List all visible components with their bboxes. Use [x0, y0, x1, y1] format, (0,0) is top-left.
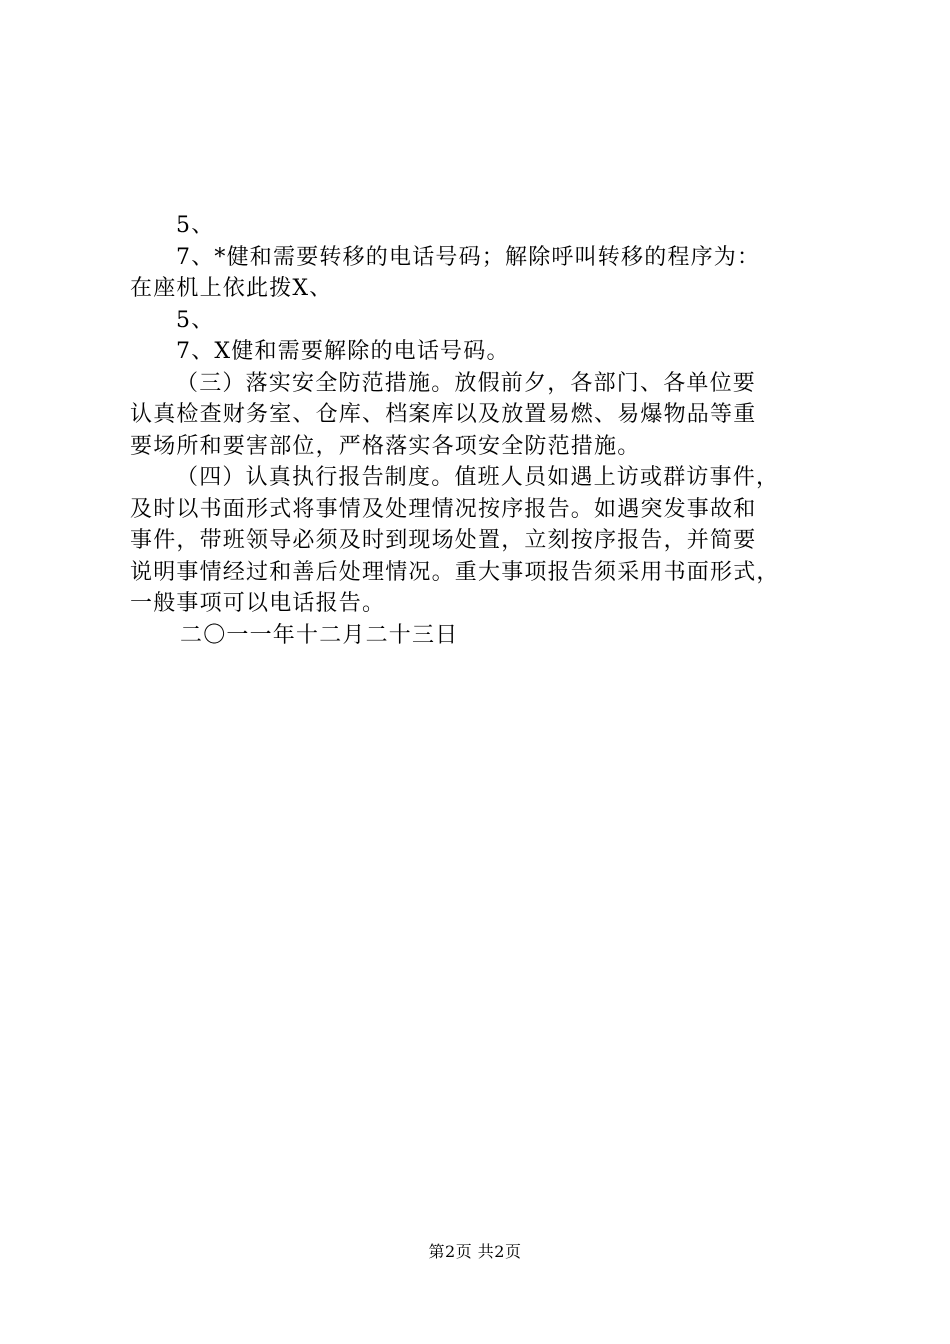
document-date: 二〇一一年十二月二十三日	[180, 622, 459, 648]
paragraph-three-heading-line: （三）落实安全防范措施。放假前夕，各部门、各单位要	[176, 370, 757, 396]
text-line: 说明事情经过和善后处理情况。重大事项报告须采用书面形式，	[130, 559, 780, 585]
text-line: 7、X健和需要解除的电话号码。	[176, 339, 510, 364]
text-line: 一般事项可以电话报告。	[130, 591, 386, 616]
page-footer: 第2页 共2页	[428, 1242, 522, 1261]
text-line: 及时以书面形式将事情及处理情况按序报告。如遇突发事故和	[130, 496, 757, 522]
text-line: 要场所和要害部位，严格落实各项安全防范措施。	[130, 433, 641, 459]
paragraph-four-heading-line: （四）认真执行报告制度。值班人员如遇上访或群访事件，	[176, 465, 780, 490]
text-line: 5、	[176, 307, 215, 333]
text-line: 7、*健和需要转移的电话号码；解除呼叫转移的程序为：	[176, 244, 761, 270]
text-line: 在座机上依此拨X、	[130, 276, 333, 301]
text-line: 事件，带班领导必须及时到现场处置，立刻按序报告，并简要	[130, 528, 757, 553]
text-line: 5、	[176, 213, 215, 238]
document-body	[130, 210, 850, 651]
text-line: 认真检查财务室、仓库、档案库以及放置易燃、易爆物品等重	[130, 402, 757, 427]
